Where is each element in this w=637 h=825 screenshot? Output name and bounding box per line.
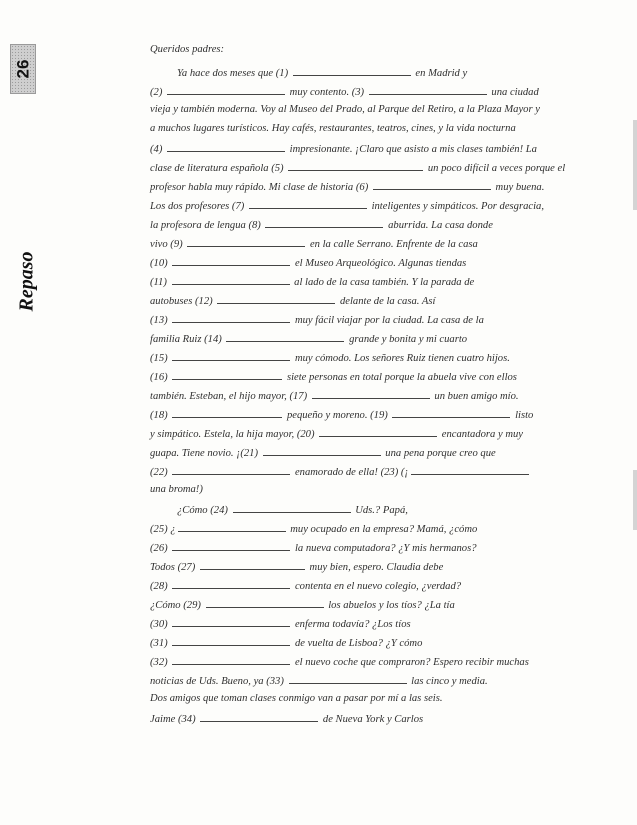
answer-blank[interactable] (200, 710, 318, 722)
line-text: aburrida. La casa donde (385, 220, 493, 231)
page-edge-shadow (633, 120, 637, 210)
line-text: los abuelos y los tíos? ¿La tía (325, 600, 455, 611)
line-text: Ya hace dos meses que (1) (177, 68, 291, 79)
line-text: encantadora y muy (439, 429, 523, 440)
letter-line (150, 710, 560, 726)
line-text: muy ocupado en la empresa? Mamá, ¿cómo (287, 524, 478, 535)
letter-line (150, 349, 560, 365)
line-text: un buen amigo mío. (431, 391, 519, 402)
line-text: profesor habla muy rápido. Mi clase de historia (6) (150, 182, 371, 193)
page-edge-shadow (633, 470, 637, 530)
line-text: un poco difícil a veces porque el (425, 163, 566, 174)
letter-line (150, 178, 560, 194)
line-text: (22) (150, 467, 171, 478)
answer-blank[interactable] (206, 596, 324, 608)
letter-line (150, 368, 560, 384)
line-text: (28) (150, 581, 171, 592)
line-text: Los dos profesores (7) (150, 201, 247, 212)
letter-line (150, 330, 560, 346)
letter-line (150, 406, 560, 422)
answer-blank[interactable] (233, 501, 351, 513)
letter-line (150, 539, 560, 555)
answer-blank[interactable] (172, 463, 290, 475)
answer-blank[interactable] (263, 444, 381, 456)
line-text: en la calle Serrano. Enfrente de la casa (307, 239, 478, 250)
line-text: una pena porque creo que (382, 448, 496, 459)
line-text: (30) (150, 619, 171, 630)
answer-blank[interactable] (226, 330, 344, 342)
letter-line (150, 425, 560, 441)
line-text: de vuelta de Lisboa? ¿Y cómo (292, 638, 423, 649)
line-text: (16) (150, 372, 171, 383)
page-number: 26 (12, 59, 32, 79)
line-text: enamorado de ella! (23) (¡ (292, 467, 409, 478)
section-title (7, 246, 47, 316)
line-text: siete personas en total porque la abuela vive con ellos (284, 372, 517, 383)
answer-blank[interactable] (312, 387, 430, 399)
letter-line (150, 121, 560, 137)
line-text: (31) (150, 638, 171, 649)
line-text: al lado de la casa también. Y la parada de (291, 277, 475, 288)
line-text: (26) (150, 543, 171, 554)
letter-line (150, 577, 560, 593)
line-text: listo (512, 410, 534, 421)
answer-blank[interactable] (288, 159, 423, 171)
line-text: muy cómodo. Los señores Ruiz tienen cuatro hijos. (292, 353, 510, 364)
line-text: (13) (150, 315, 171, 326)
answer-blank[interactable] (172, 539, 290, 551)
letter-line (150, 197, 560, 213)
letter-line (150, 140, 560, 156)
line-text: guapa. Tiene novio. ¡(21) (150, 448, 261, 459)
answer-blank[interactable] (167, 83, 285, 95)
letter-line (150, 520, 560, 536)
letter-line (150, 311, 560, 327)
line-text: una broma!) (150, 484, 203, 495)
line-text: autobuses (12) (150, 296, 216, 307)
line-text: (32) (150, 657, 171, 668)
letter-line (150, 482, 560, 498)
answer-blank[interactable] (373, 178, 491, 190)
line-text: (15) (150, 353, 171, 364)
letter-line (150, 235, 560, 251)
letter-line (150, 216, 560, 232)
answer-blank[interactable] (319, 425, 437, 437)
answer-blank[interactable] (411, 463, 529, 475)
line-text: noticias de Uds. Bueno, ya (33) (150, 676, 287, 687)
answer-blank[interactable] (200, 558, 305, 570)
line-text: de Nueva York y Carlos (320, 714, 424, 725)
answer-blank[interactable] (172, 311, 290, 323)
line-text: clase de literatura española (5) (150, 163, 287, 174)
line-text: el Museo Arqueológico. Algunas tiendas (292, 258, 467, 269)
line-text: vivo (9) (150, 239, 186, 250)
answer-blank[interactable] (265, 216, 383, 228)
line-text: muy bien, espero. Claudia debe (306, 562, 444, 573)
letter-line (150, 691, 560, 707)
line-text: Todos (27) (150, 562, 198, 573)
answer-blank[interactable] (369, 83, 487, 95)
line-text: muy buena. (492, 182, 545, 193)
answer-blank[interactable] (187, 235, 305, 247)
line-text: (18) (150, 410, 171, 421)
line-text: (10) (150, 258, 171, 269)
line-text: enferma todavía? ¿Los tíos (292, 619, 411, 630)
line-text: Dos amigos que toman clases conmigo van a pasar por mí a las seis. (150, 693, 443, 704)
line-text: (25) ¿ (150, 524, 176, 535)
line-text: impresionante. ¡Claro que asisto a mis clases también! La (287, 144, 537, 155)
answer-blank[interactable] (167, 140, 285, 152)
line-text: muy fácil viajar por la ciudad. La casa de la (292, 315, 484, 326)
answer-blank[interactable] (217, 292, 335, 304)
line-text: una ciudad (488, 87, 539, 98)
line-text: Queridos padres: (150, 44, 225, 55)
line-text: Jaime (34) (150, 714, 199, 725)
line-text: ¿Cómo (24) (177, 505, 231, 516)
line-text: grande y bonita y mi cuarto (346, 334, 468, 345)
page-number-tab (10, 44, 36, 94)
letter-line (150, 292, 560, 308)
line-text: también. Esteban, el hijo mayor, (17) (150, 391, 310, 402)
line-text: (11) (150, 277, 170, 288)
line-text: y simpático. Estela, la hija mayor, (20) (150, 429, 318, 440)
letter-line (150, 387, 560, 403)
letter-line (150, 501, 587, 517)
line-text: a muchos lugares turísticos. Hay cafés, restaurantes, teatros, cines, y la vida nocturna (150, 123, 516, 134)
letter-line (150, 463, 560, 479)
line-text: familia Ruiz (14) (150, 334, 225, 345)
letter-line (150, 444, 560, 460)
answer-blank[interactable] (172, 653, 290, 665)
line-text: contenta en el nuevo colegio, ¿verdad? (292, 581, 462, 592)
line-text: inteligentes y simpáticos. Por desgracia, (368, 201, 544, 212)
line-text: Uds.? Papá, (352, 505, 408, 516)
line-text: la profesora de lengua (8) (150, 220, 264, 231)
line-text: pequeño y moreno. (19) (284, 410, 391, 421)
letter-line (150, 672, 560, 688)
answer-blank[interactable] (172, 349, 290, 361)
letter-line (150, 159, 566, 175)
answer-blank[interactable] (172, 368, 282, 380)
letter-line (150, 634, 560, 650)
line-text: el nuevo coche que compraron? Espero recibir muchas (292, 657, 529, 668)
letter-line (150, 615, 560, 631)
answer-blank[interactable] (289, 672, 407, 684)
answer-blank[interactable] (172, 634, 290, 646)
letter-line (150, 64, 587, 80)
line-text: ¿Cómo (29) (150, 600, 204, 611)
answer-blank[interactable] (172, 577, 290, 589)
answer-blank[interactable] (249, 197, 367, 209)
answer-blank[interactable] (392, 406, 510, 418)
line-text: (4) (150, 144, 166, 155)
line-text: las cinco y media. (408, 676, 488, 687)
letter-line (150, 596, 560, 612)
letter-line (150, 558, 560, 574)
line-text: vieja y también moderna. Voy al Museo del Prado, al Parque del Retiro, a la Plaza Mayor y (150, 104, 540, 115)
line-text: (2) (150, 87, 166, 98)
letter-line (150, 254, 560, 270)
letter-line (150, 83, 560, 99)
answer-blank[interactable] (172, 615, 290, 627)
section-title-text: Repaso (15, 251, 38, 311)
letter-line (150, 42, 560, 58)
line-text: muy contento. (3) (287, 87, 367, 98)
letter-line (150, 653, 560, 669)
answer-blank[interactable] (172, 254, 290, 266)
answer-blank[interactable] (178, 520, 286, 532)
line-text: en Madrid y (412, 68, 468, 79)
letter-line (150, 273, 560, 289)
answer-blank[interactable] (172, 406, 282, 418)
answer-blank[interactable] (172, 273, 290, 285)
line-text: delante de la casa. Así (337, 296, 436, 307)
line-text: la nueva computadora? ¿Y mis hermanos? (292, 543, 477, 554)
answer-blank[interactable] (293, 64, 411, 76)
letter-line (150, 102, 560, 118)
